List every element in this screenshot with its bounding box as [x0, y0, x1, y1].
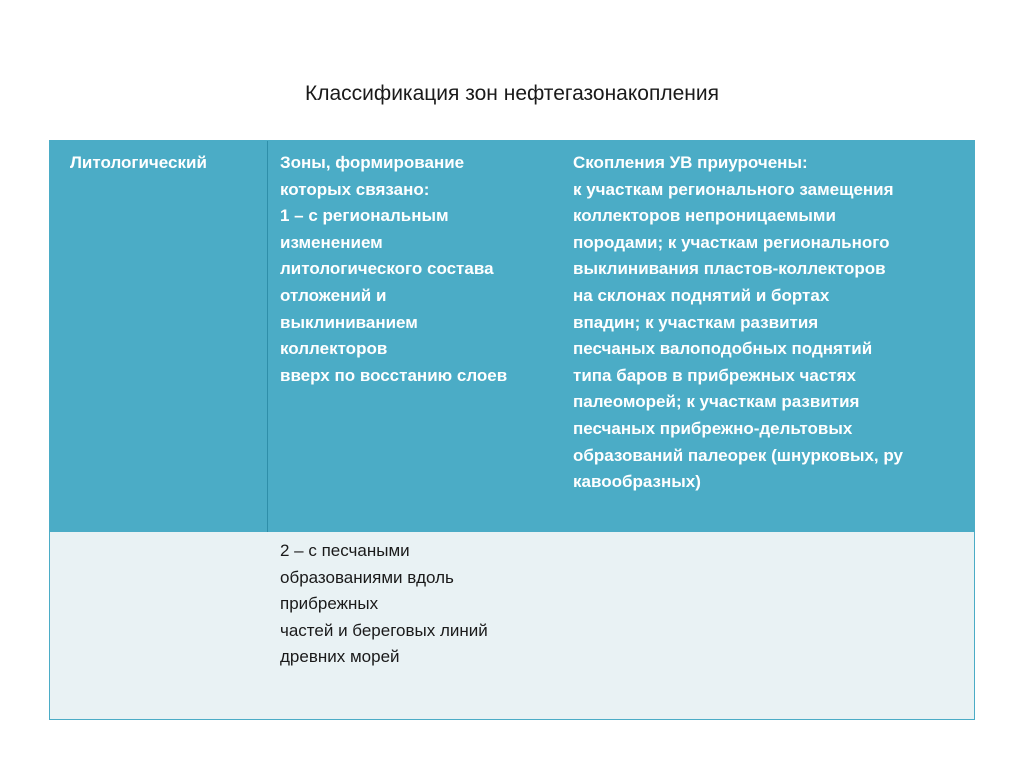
classification-table: [49, 140, 975, 720]
hydrocarbon-accumulation-cell-empty: [568, 532, 974, 719]
zone-type-cell: Литологический: [50, 141, 268, 532]
zone-type-cell-empty: [50, 532, 268, 719]
hydrocarbon-accumulation-cell: Скопления УВ приурочены: к участкам регионального замещения коллекторов непроницаемыми породами; к участкам регионального выклинивания пластов-коллекторов на склонах поднятий и бортах впадин; к участкам развития песчаных валоподобных поднятий типа баров в прибрежных частях палеоморей; к участкам развития песчаных прибрежно-дельтовых образований палеорек (шнурковых, ру кавообразных): [573, 153, 903, 492]
zone-formation-cell: Зоны, формирование которых связано: 1 – с региональным изменением литологического состава отложений и выклиниванием коллекторов вверх по восстанию слоев: [280, 153, 508, 385]
slide-title: Классификация зон нефтегазонакопления: [305, 82, 719, 105]
table-row: [50, 532, 974, 719]
zone-formation-cell: 2 – с песчаными образованиями вдоль прибрежных частей и береговых линий древних морей: [280, 541, 488, 667]
table-row: [50, 141, 974, 532]
